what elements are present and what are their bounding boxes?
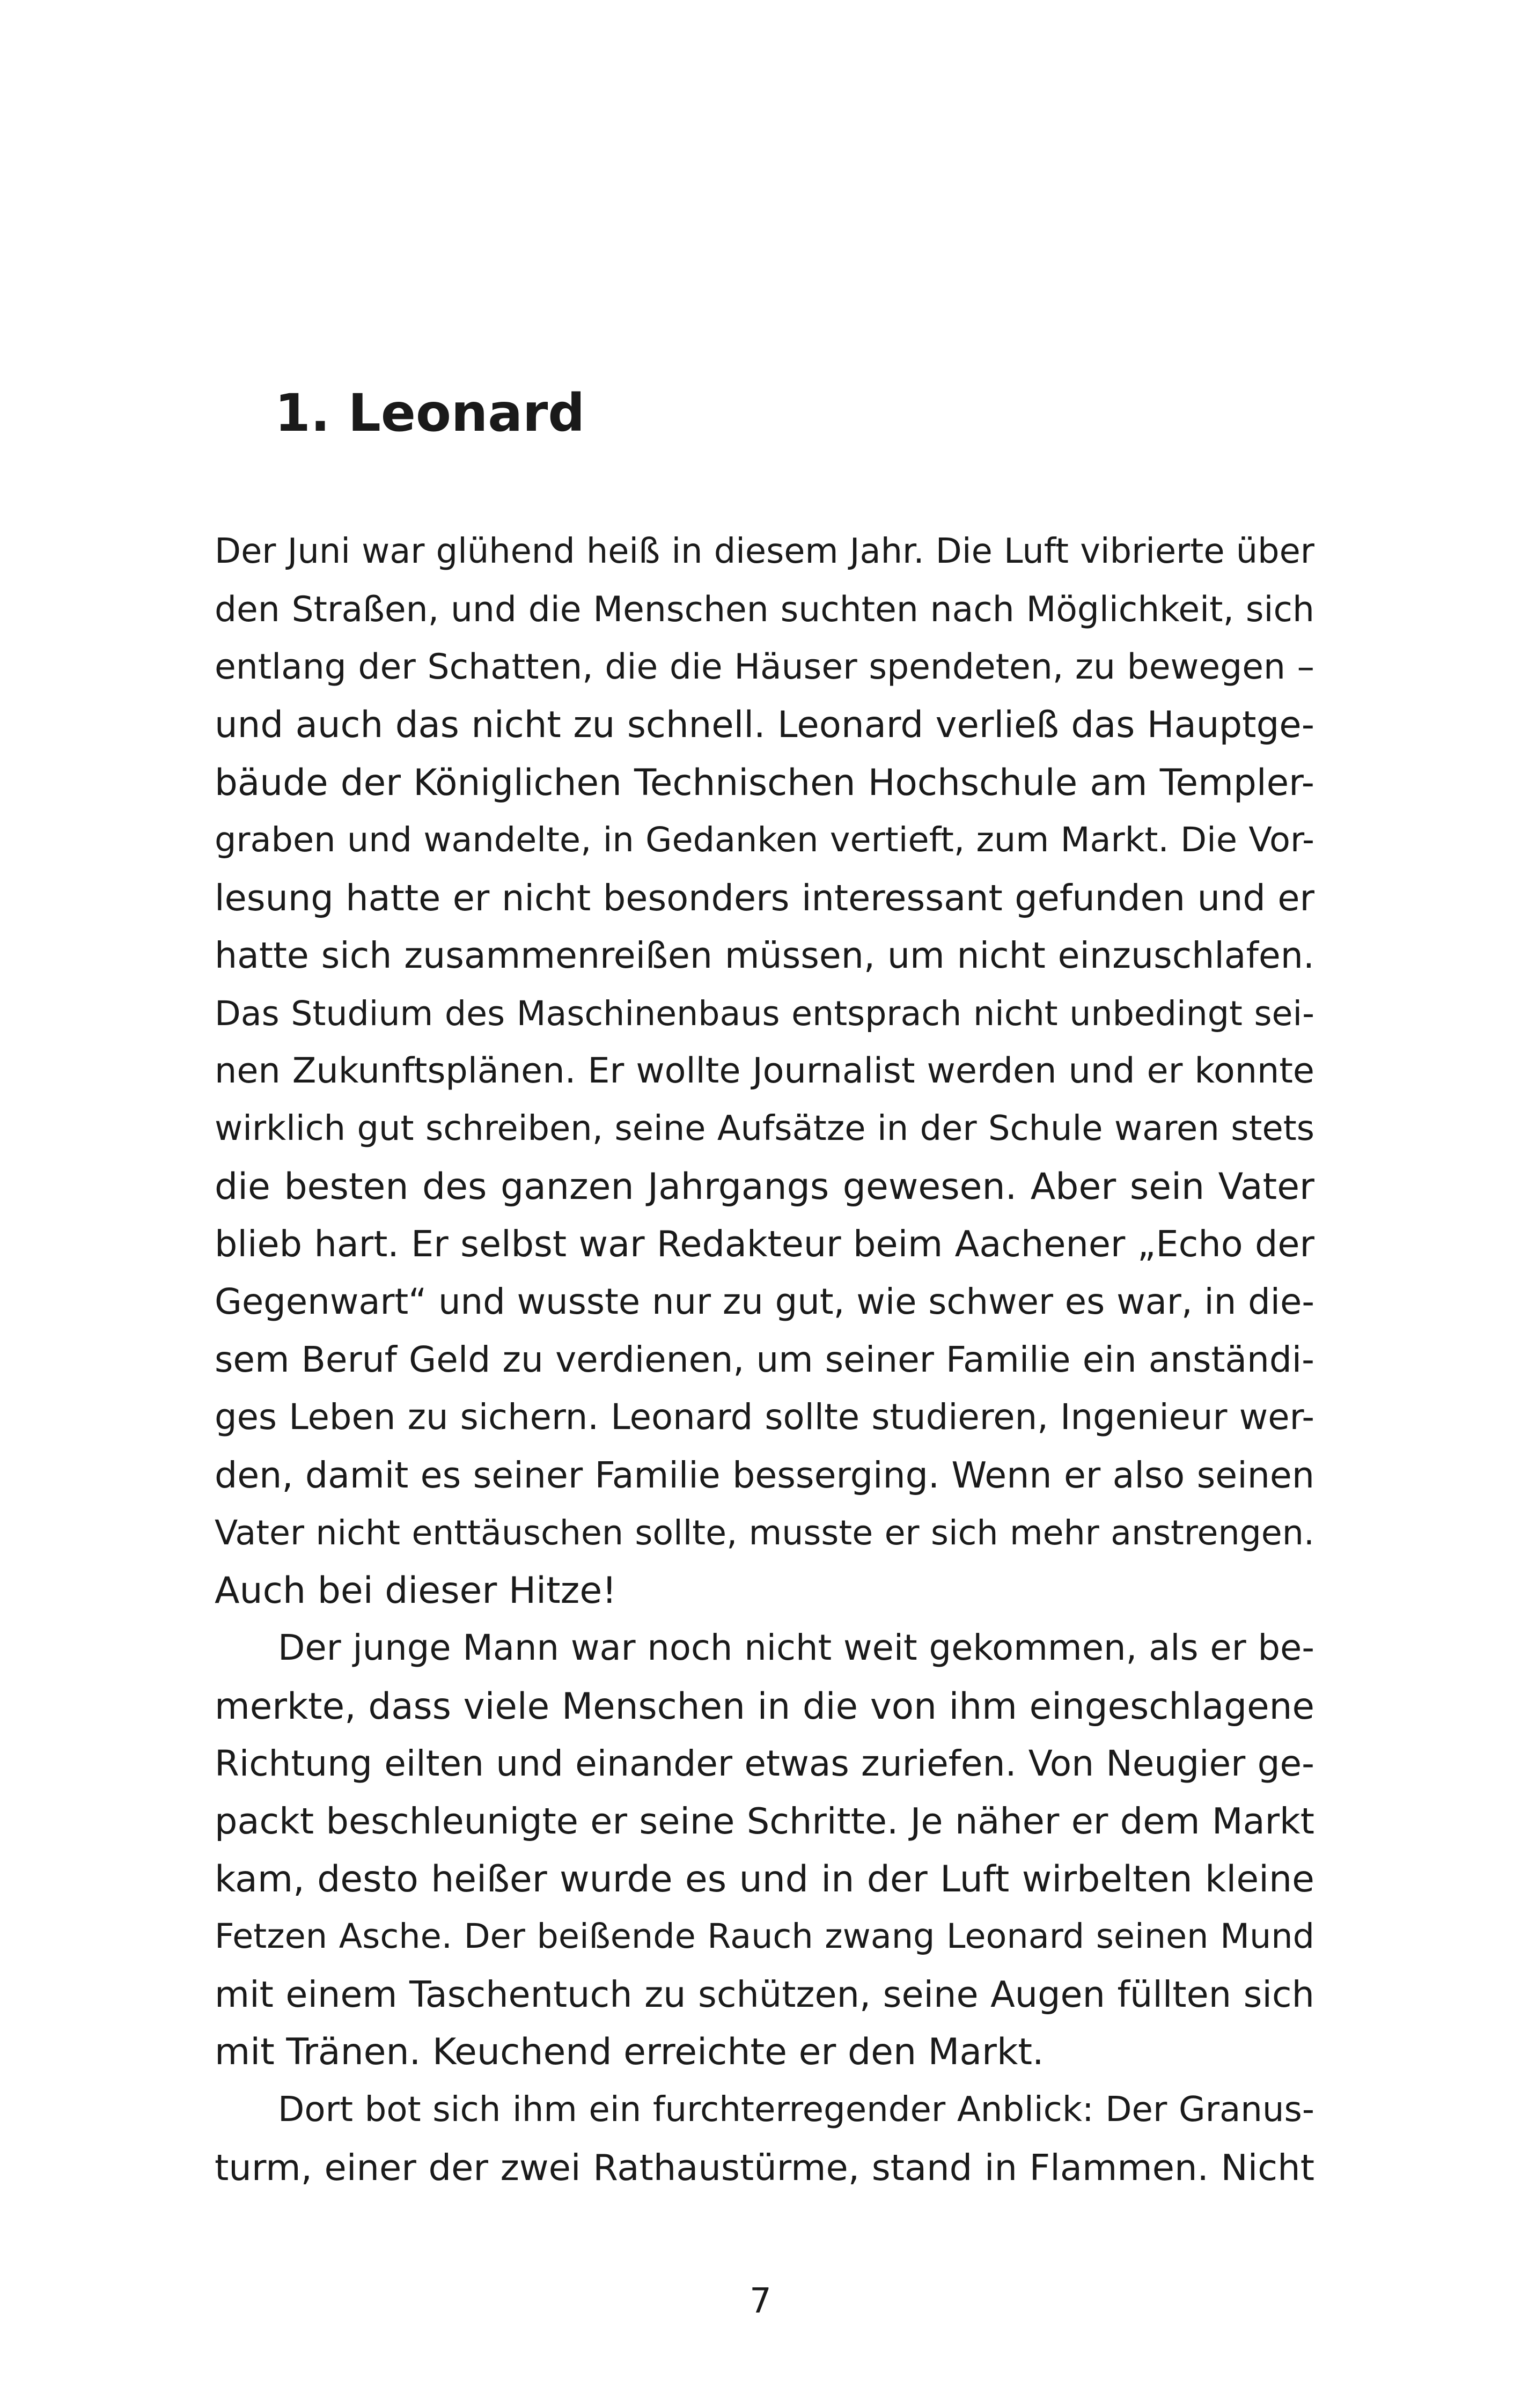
text-line: Auch bei dieser Hitze! [215, 1569, 617, 1612]
page-number: 7 [750, 2281, 771, 2321]
text-line: Dort bot sich ihm ein furchterregender Anblick: Der Granus- [278, 2090, 1314, 2130]
text-line: kam, desto heißer wurde es und in der Luft wirbelten kleine [215, 1858, 1314, 1901]
text-line: Das Studium des Maschinenbaus entsprach nicht unbedingt sei- [215, 993, 1314, 1033]
text-line: blieb hart. Er selbst war Redakteur beim Aachener „Echo der [215, 1223, 1314, 1265]
text-line: Der junge Mann war noch nicht weit gekommen, als er be- [278, 1628, 1314, 1669]
text-line: und auch das nicht zu schnell. Leonard verließ das Hauptge- [215, 703, 1314, 746]
chapter-body [215, 523, 1314, 2197]
text-line: entlang der Schatten, die die Häuser spendeten, zu bewegen – [215, 647, 1314, 688]
paragraph [215, 2081, 1314, 2197]
text-line: mit einem Taschentuch zu schützen, seine Augen füllten sich [215, 1973, 1314, 2015]
paragraph [215, 523, 1314, 1619]
text-line: bäude der Königlichen Technischen Hochschule am Templer- [215, 761, 1314, 804]
text-line: hatte sich zusammenreißen müssen, um nicht einzuschlafen. [215, 934, 1314, 977]
text-line: mit Tränen. Keuchend erreichte er den Markt. [215, 2031, 1044, 2074]
text-line: sem Beruf Geld zu verdienen, um seiner Familie ein anständi- [215, 1339, 1314, 1381]
text-line: merkte, dass viele Menschen in die von ihm eingeschlagene [215, 1684, 1314, 1727]
text-line: Der Juni war glühend heiß in diesem Jahr. Die Luft vibrierte über [215, 532, 1314, 571]
text-line: ges Leben zu sichern. Leonard sollte studieren, Ingenieur wer- [215, 1396, 1314, 1438]
paragraph [215, 1619, 1314, 2081]
chapter-title: 1. Leonard [275, 383, 585, 443]
text-line: lesung hatte er nicht besonders interessant gefunden und er [215, 877, 1314, 919]
text-line: graben und wandelte, in Gedanken vertieft, zum Markt. Die Vor- [215, 820, 1314, 860]
text-line: wirklich gut schreiben, seine Aufsätze in der Schule waren stets [215, 1108, 1314, 1148]
text-line: die besten des ganzen Jahrgangs gewesen. Aber sein Vater [215, 1165, 1314, 1208]
text-line: Richtung eilten und einander etwas zuriefen. Von Neugier ge- [215, 1743, 1314, 1785]
text-line: den Straßen, und die Menschen suchten nach Möglichkeit, sich [215, 589, 1314, 630]
text-line: Vater nicht enttäuschen sollte, musste er sich mehr anstrengen. [215, 1513, 1314, 1553]
text-line: turm, einer der zwei Rathaustürme, stand in Flammen. Nicht [215, 2146, 1314, 2189]
text-line: Gegenwart“ und wusste nur zu gut, wie schwer es war, in die- [215, 1281, 1314, 1322]
text-line: Fetzen Asche. Der beißende Rauch zwang Leonard seinen Mund [215, 1917, 1314, 1957]
text-line: packt beschleunigte er seine Schritte. Je näher er dem Markt [215, 1800, 1314, 1843]
text-line: den, damit es seiner Familie besserging. Wenn er also seinen [215, 1454, 1314, 1496]
text-line: nen Zukunftsplänen. Er wollte Journalist werden und er konnte [215, 1050, 1314, 1092]
